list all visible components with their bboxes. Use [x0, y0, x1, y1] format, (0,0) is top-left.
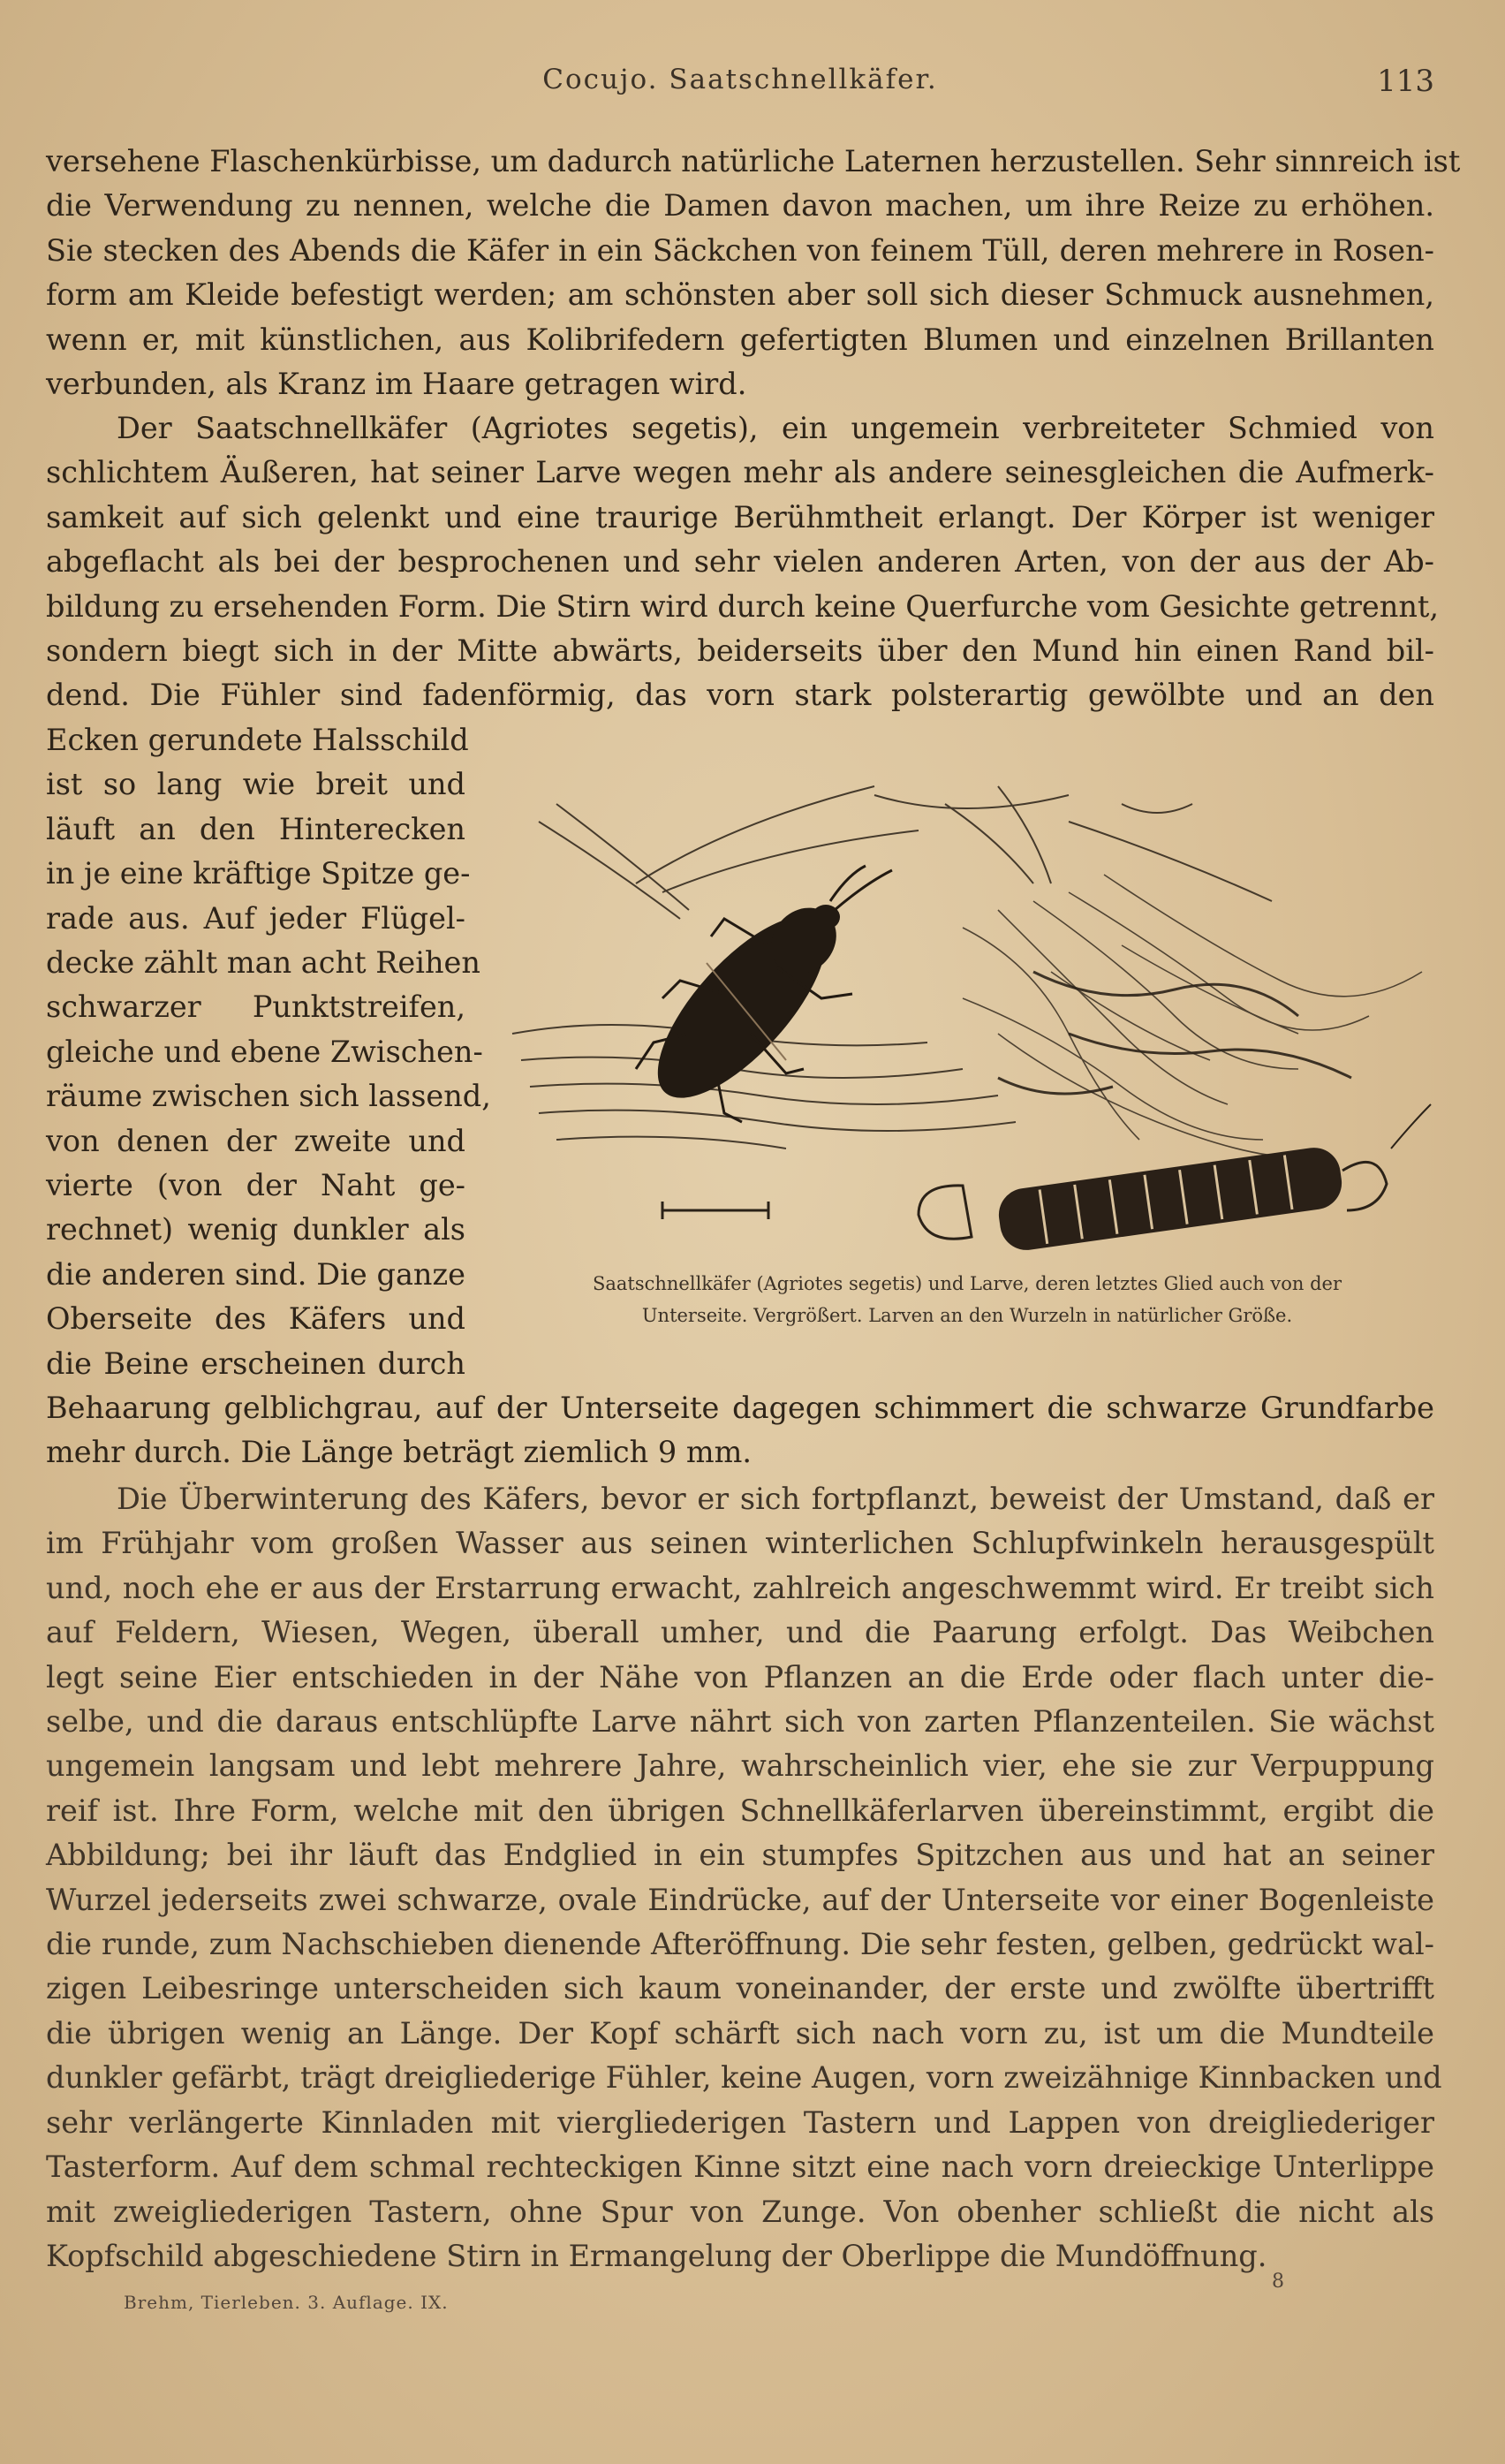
- text-line: vierte (von der Naht ge-: [46, 1168, 465, 1203]
- text-line: selbe, und die daraus entschlüpfte Larve nährt sich von zarten Pflanzenteilen. Sie wächst: [46, 1704, 1434, 1740]
- text-line: Behaarung gelblichgrau, auf der Unterseite dagegen schimmert die schwarze Grundfarbe: [46, 1391, 1434, 1425]
- beetle-figure: [631, 866, 892, 1123]
- paragraph-2-side-column: [46, 718, 491, 1386]
- text-line: Kopfschild abgeschiedene Stirn in Ermangelung der Oberlippe die Mundöffnung.: [46, 2238, 1267, 2273]
- text-line: Abbildung; bei ihr läuft das Endglied in ein stumpfes Spitzchen aus und hat an seiner: [46, 1838, 1434, 1873]
- text-line: schwarzer Punktstreifen,: [46, 989, 465, 1025]
- text-line: Der Saatschnellkäfer (Agriotes segetis), ein ungemein verbreiteter Schmied von: [117, 411, 1434, 445]
- printer-imprint: Brehm, Tierleben. 3. Auflage. IX.: [124, 2292, 449, 2313]
- text-line: Oberseite des Käfers und: [46, 1301, 465, 1337]
- text-line: sondern biegt sich in der Mitte abwärts, beiderseits über den Mund hin einen Rand bil-: [46, 633, 1434, 669]
- text-line: mehr durch. Die Länge beträgt ziemlich 9 mm.: [46, 1435, 752, 1470]
- text-line: schlichtem Äußeren, hat seiner Larve wegen mehr als andere seinesgleichen die Aufmerk-: [46, 455, 1434, 490]
- beetle-illustration: [503, 769, 1448, 1299]
- paragraph-3: [46, 1477, 1442, 2278]
- caption-line: Saatschnellkäfer (Agriotes segetis) und Larve, deren letztes Glied auch von der: [592, 1273, 1342, 1294]
- paragraph-1: [46, 140, 1461, 406]
- text-line: samkeit auf sich gelenkt und eine traurige Berühmtheit erlangt. Der Körper ist weniger: [46, 499, 1434, 534]
- text-line: legt seine Eier entschieden in der Nähe von Pflanzen an die Erde oder flach unter die-: [46, 1659, 1434, 1694]
- running-head: Cocujo. Saatschnellkäfer.: [542, 64, 938, 95]
- paragraph-2-end: [46, 1386, 1434, 1475]
- text-line: Die Überwinterung des Käfers, bevor er sich fortpflanzt, beweist der Umstand, daß er: [117, 1482, 1434, 1516]
- text-line: mit zweigliederigen Tastern, ohne Spur von Zunge. Von obenher schließt die nicht als: [46, 2194, 1434, 2229]
- text-line: decke zählt man acht Reihen: [46, 945, 480, 981]
- text-line: wenn er, mit künstlichen, aus Kolibrifedern gefertigten Blumen und einzelnen Brillanten: [46, 322, 1434, 357]
- text-line: die runde, zum Nachschieben dienende Afteröffnung. Die sehr festen, gelben, gedrückt wal-: [46, 1927, 1434, 1962]
- figure-caption: [495, 1268, 1440, 1331]
- text-line: die Verwendung zu nennen, welche die Damen davon machen, um ihre Reize zu erhöhen.: [46, 188, 1434, 224]
- scale-bar: [662, 1202, 768, 1219]
- text-line: dunkler gefärbt, trägt dreigliederige Fühler, keine Augen, vorn zweizähnige Kinnbacken und: [46, 2060, 1442, 2096]
- text-line: ungemein langsam und lebt mehrere Jahre, wahrscheinlich vier, ehe sie zur Verpuppung: [46, 1748, 1434, 1784]
- text-line: reif ist. Ihre Form, welche mit den übrigen Schnellkäferlarven übereinstimmt, ergibt die: [46, 1793, 1434, 1828]
- text-line: abgeflacht als bei der besprochenen und sehr vielen anderen Arten, von der aus der Ab-: [46, 544, 1434, 580]
- text-line: dend. Die Fühler sind fadenförmig, das vorn stark polsterartig gewölbte und an den: [46, 678, 1434, 713]
- text-line: rade aus. Auf jeder Flügel-: [46, 900, 465, 936]
- page-header: [46, 60, 1434, 104]
- text-line: im Frühjahr vom großen Wasser aus seinen winterlichen Schlupfwinkeln herausgespült: [46, 1526, 1434, 1561]
- text-line: Tasterform. Auf dem schmal rechteckigen Kinne sitzt eine nach vorn dreieckige Unterlippe: [46, 2149, 1434, 2185]
- text-line: zigen Leibesringe unterscheiden sich kaum voneinander, der erste und zwölfte übertrifft: [46, 1971, 1434, 2006]
- text-line: gleiche und ebene Zwischen-: [46, 1034, 483, 1069]
- larva-figure: [919, 1104, 1431, 1254]
- text-line: und, noch ehe er aus der Erstarrung erwacht, zahlreich angeschwemmt wird. Er treibt sich: [46, 1570, 1434, 1605]
- text-line: läuft an den Hinterecken: [46, 811, 465, 846]
- text-line: auf Feldern, Wiesen, Wegen, überall umher, und die Paarung erfolgt. Das Weibchen: [46, 1615, 1434, 1650]
- signature-mark: 8: [1272, 2271, 1284, 2293]
- paragraph-2: [46, 406, 1440, 718]
- text-line: ist so lang wie breit und: [46, 767, 465, 802]
- text-line: räume zwischen sich lassend,: [46, 1079, 491, 1114]
- page-number: 113: [1377, 64, 1434, 99]
- text-line: bildung zu ersehenden Form. Die Stirn wird durch keine Querfurche vom Gesichte getrennt,: [46, 588, 1440, 624]
- text-line: die anderen sind. Die ganze: [46, 1256, 465, 1292]
- text-line: verbunden, als Kranz im Haare getragen wird.: [46, 367, 747, 402]
- text-line: form am Kleide befestigt werden; am schönsten aber soll sich dieser Schmuck ausnehmen,: [46, 277, 1434, 313]
- text-line: die übrigen wenig an Länge. Der Kopf schärft sich nach vorn zu, ist um die Mundteile: [46, 2015, 1434, 2051]
- text-line: Wurzel jederseits zwei schwarze, ovale Eindrücke, auf der Unterseite vor einer Bogenleiste: [46, 1882, 1434, 1917]
- caption-line: Unterseite. Vergrößert. Larven an den Wurzeln in natürlicher Größe.: [641, 1305, 1293, 1326]
- text-line: Sie stecken des Abends die Käfer in ein Säckchen von feinem Tüll, deren mehrere in Rosen-: [46, 232, 1434, 268]
- text-line: in je eine kräftige Spitze ge-: [46, 856, 471, 891]
- text-line: Ecken gerundete Halsschild: [46, 723, 469, 757]
- text-line: die Beine erscheinen durch: [46, 1346, 465, 1381]
- text-line: sehr verlängerte Kinnladen mit viergliederigen Tastern und Lappen von dreigliederiger: [46, 2104, 1434, 2140]
- text-line: rechnet) wenig dunkler als: [46, 1212, 465, 1247]
- text-line: von denen der zweite und: [46, 1123, 465, 1158]
- text-line: versehene Flaschenkürbisse, um dadurch natürliche Laternen herzustellen. Sehr sinnreich ist: [46, 144, 1461, 178]
